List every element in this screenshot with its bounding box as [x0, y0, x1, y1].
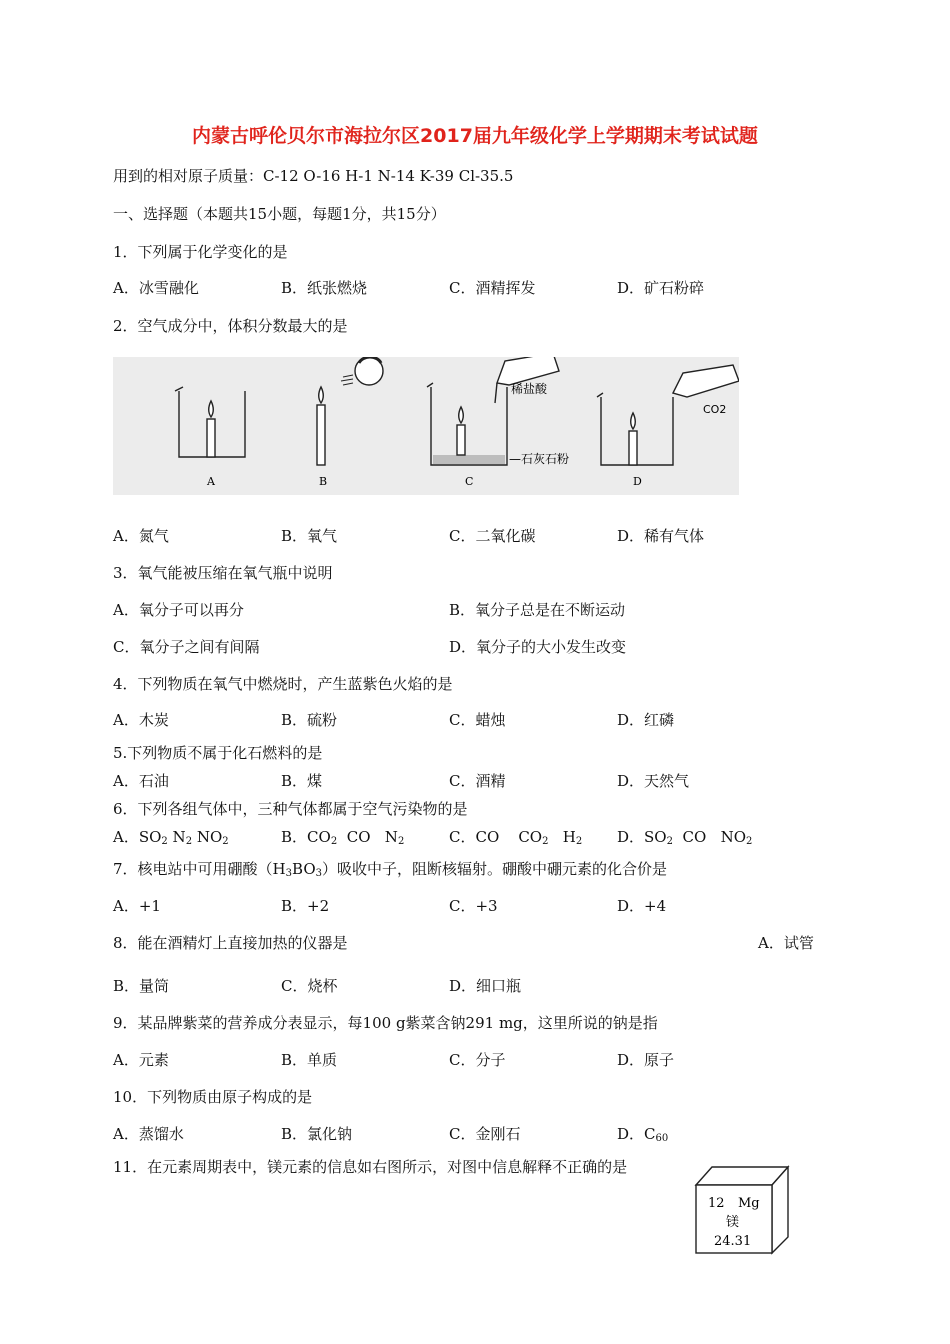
q2-option-c: C．二氧化碳 — [449, 527, 536, 545]
q5-option-b: B．煤 — [281, 772, 323, 790]
question-7: 7．核电站中可用硼酸$(H_3BO_3)$吸收中子，阻断核辐射。硼酸中硼元素的化合价是 — [113, 860, 668, 879]
q6-option-d: D．$SO_2$ CO $NO_2$ — [617, 828, 753, 847]
candle-experiments-illustration — [113, 357, 739, 495]
question-4: 4．下列物质在氧气中燃烧时，产生蓝紫色火焰的是 — [113, 675, 453, 693]
question-8: 8．能在酒精灯上直接加热的仪器是 — [113, 934, 348, 952]
page-title: 内蒙古呼伦贝尔市海拉尔区2017届九年级化学上学期期末考试试题 — [192, 125, 758, 147]
q9-option-c: C．分子 — [449, 1051, 506, 1069]
q1-option-b: B．纸张燃烧 — [281, 279, 368, 297]
q2-option-a: A．氮气 — [113, 527, 169, 545]
magnesium-element-card — [694, 1163, 790, 1255]
hcl-label: 稀盐酸 — [511, 382, 548, 396]
question-5: 5.下列物质不属于化石燃料的是 — [113, 744, 323, 762]
atomic-number: 12 — [708, 1196, 725, 1211]
q6-option-a: A．$SO_2$ $N_2$ $NO_2$ — [113, 828, 229, 847]
figure-label-c: C — [465, 475, 474, 488]
q6-option-c: C．CO $CO_2$ $H_2$ — [449, 828, 583, 847]
q9-option-b: B．单质 — [281, 1051, 338, 1069]
question-10: 10．下列物质由原子构成的是 — [113, 1088, 313, 1106]
q4-option-a: A．木炭 — [113, 711, 169, 729]
q10-option-c: C．金刚石 — [449, 1125, 521, 1143]
atomic-masses: 用到的相对原子质量：C-12 O-16 H-1 N-14 K-39 Cl-35.5 — [113, 167, 514, 185]
question-6: 6．下列各组气体中，三种气体都属于空气污染物的是 — [113, 800, 468, 818]
q3-option-b: B．氧分子总是在不断运动 — [449, 601, 626, 619]
q3-option-a: A．氧分子可以再分 — [113, 601, 244, 619]
atomic-mass: 24.31 — [714, 1234, 752, 1249]
question-11: 11．在元素周期表中，镁元素的信息如右图所示，对图中信息解释不正确的是 — [113, 1158, 628, 1176]
q10-option-a: A．蒸馏水 — [113, 1125, 184, 1143]
question-3: 3．氧气能被压缩在氧气瓶中说明 — [113, 564, 333, 582]
q5-option-d: D．天然气 — [617, 772, 690, 790]
q8-option-d: D．细口瓶 — [449, 977, 522, 995]
q4-option-c: C．蜡烛 — [449, 711, 506, 729]
q5-option-c: C．酒精 — [449, 772, 506, 790]
q9-option-a: A．元素 — [113, 1051, 169, 1069]
q8-option-c: C．烧杯 — [281, 977, 338, 995]
q7-option-d: D．+4 — [617, 897, 667, 915]
figure-label-a: A — [207, 475, 215, 488]
experiment-figure — [113, 357, 739, 495]
figure-label-b: B — [319, 475, 328, 488]
element-symbol: Mg — [738, 1196, 760, 1211]
section-heading: 一、选择题（本题共15小题，每题1分，共15分） — [113, 205, 446, 223]
q8-option-b: B．量筒 — [113, 977, 170, 995]
q2-option-d: D．稀有气体 — [617, 527, 705, 545]
q7-option-b: B．+2 — [281, 897, 330, 915]
q1-option-d: D．矿石粉碎 — [617, 279, 705, 297]
q2-option-b: B．氧气 — [281, 527, 338, 545]
q8-option-a: A．试管 — [758, 934, 814, 952]
q3-option-c: C．氧分子之间有间隔 — [113, 638, 260, 656]
figure-label-d: D — [633, 475, 642, 488]
q6-option-b: B．$CO_2$ CO $N_2$ — [281, 828, 405, 847]
q1-option-c: C．酒精挥发 — [449, 279, 536, 297]
q10-option-d: D．$C_{60}$ — [617, 1125, 669, 1144]
question-1: 1．下列属于化学变化的是 — [113, 243, 288, 261]
q3-option-d: D．氧分子的大小发生改变 — [449, 638, 627, 656]
q4-option-b: B．硫粉 — [281, 711, 338, 729]
q7-option-c: C．+3 — [449, 897, 498, 915]
q5-option-a: A．石油 — [113, 772, 169, 790]
question-9: 9．某品牌紫菜的营养成分表显示，每100 g紫菜含钠291 mg，这里所说的钠是指 — [113, 1014, 658, 1032]
q1-option-a: A．冰雪融化 — [113, 279, 199, 297]
question-2: 2．空气成分中，体积分数最大的是 — [113, 317, 348, 335]
element-name: 镁 — [726, 1215, 740, 1230]
q10-option-b: B．氯化钠 — [281, 1125, 353, 1143]
limestone-label: —石灰石粉 — [509, 452, 570, 466]
q9-option-d: D．原子 — [617, 1051, 675, 1069]
q4-option-d: D．红磷 — [617, 711, 675, 729]
q7-option-a: A．+1 — [113, 897, 161, 915]
co2-label: CO2 — [703, 403, 727, 416]
